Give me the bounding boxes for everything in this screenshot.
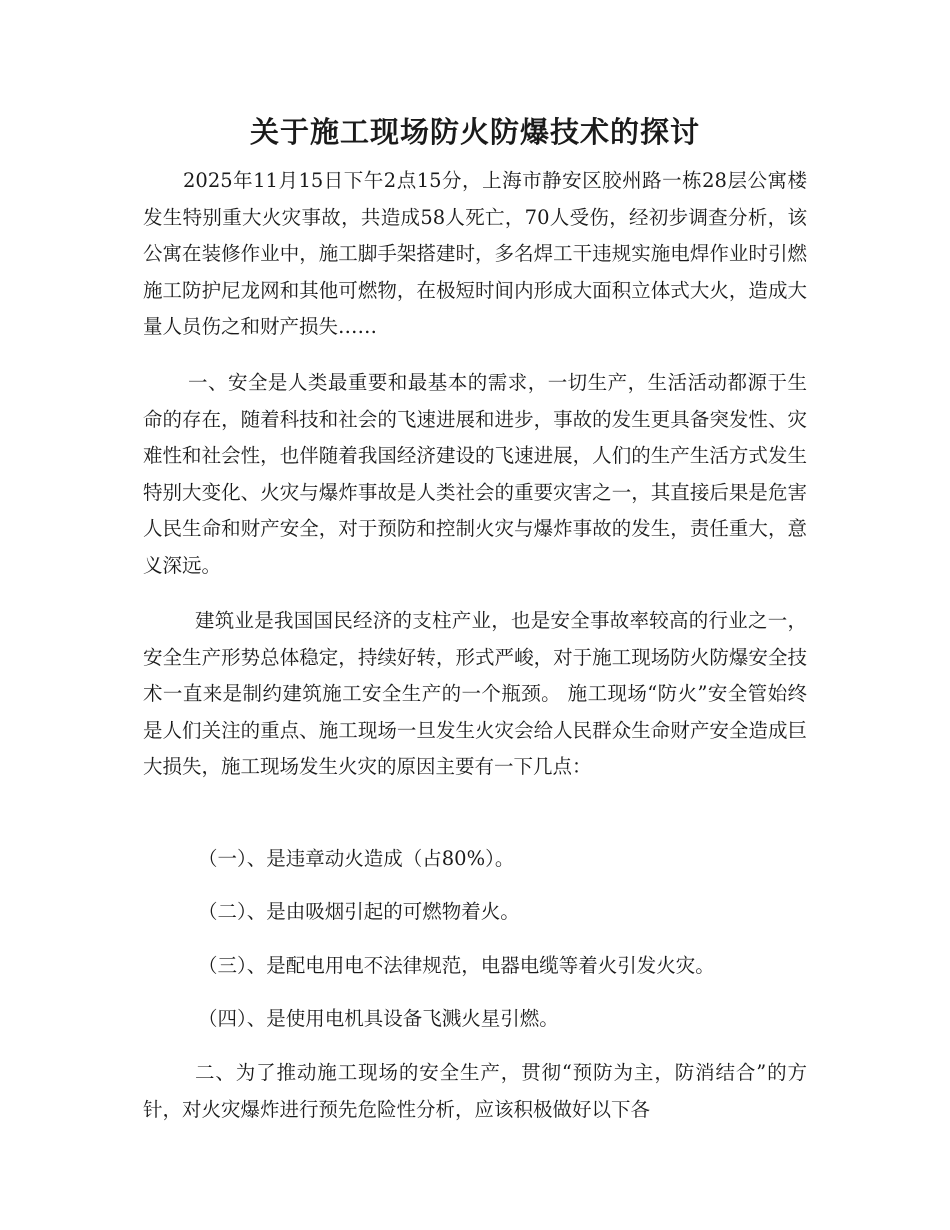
list-item-cause-4: （四）、是使用电机具设备飞溅火星引燃。 — [198, 1007, 559, 1030]
paragraph-prevention: 二、为了推动施工现场的安全生产，贯彻“预防为主，防消结合”的方针，对火灾爆炸进行预先危险性分析，应该积极做好以下各 — [143, 1061, 807, 1121]
list-item-cause-2: （二）、是由吸烟引起的可燃物着火。 — [198, 900, 520, 923]
document-title: 关于施工现场防火防爆技术的探讨 — [249, 115, 700, 149]
list-item-cause-3: （三）、是配电用电不法律规范，电器电缆等着火引发火灾。 — [198, 954, 715, 977]
paragraph-incident: 2025年11月15日下午2点15分，上海市静安区胶州路一栋28层公寓楼发生特别重大火灾事故，共造成58人死亡，70人受伤，经初步调查分析，该公寓在装修作业中，施工脚手架搭建时，多名焊工干违规实施电焊作业时引燃施工防护尼龙网和其他可燃物，在极短时间内形成大面积立体式大火，造成大量人员伤之和财产损失…… — [143, 169, 807, 338]
paragraph-construction-industry: 建筑业是我国国民经济的支柱产业，也是安全事故率较高的行业之一，安全生产形势总体稳定，持续好转，形式严峻，对于施工现场防火防爆安全技术一直来是制约建筑施工安全生产的一个瓶颈。 施工现场“防火”安全管始终是人们关注的重点、施工现场一旦发生火灾会给人民群众生命财产安全造成巨大损失，施工现场发生火灾的原因主要有一下几点： — [143, 609, 807, 778]
paragraph-safety-importance: 一、安全是人类最重要和最基本的需求，一切生产，生活活动都源于生命的存在，随着科技和社会的飞速进展和进步，事故的发生更具备突发性、灾难性和社会性，也伴随着我国经济建设的飞速进展，人们的生产生活方式发生特别大变化、火灾与爆炸事故是人类社会的重要灾害之一，其直接后果是危害人民生命和财产安全，对于预防和控制火灾与爆炸事故的发生，责任重大，意义深远。 — [143, 371, 807, 577]
list-item-cause-1: （一）、是违章动火造成（占80%）。 — [198, 847, 515, 870]
